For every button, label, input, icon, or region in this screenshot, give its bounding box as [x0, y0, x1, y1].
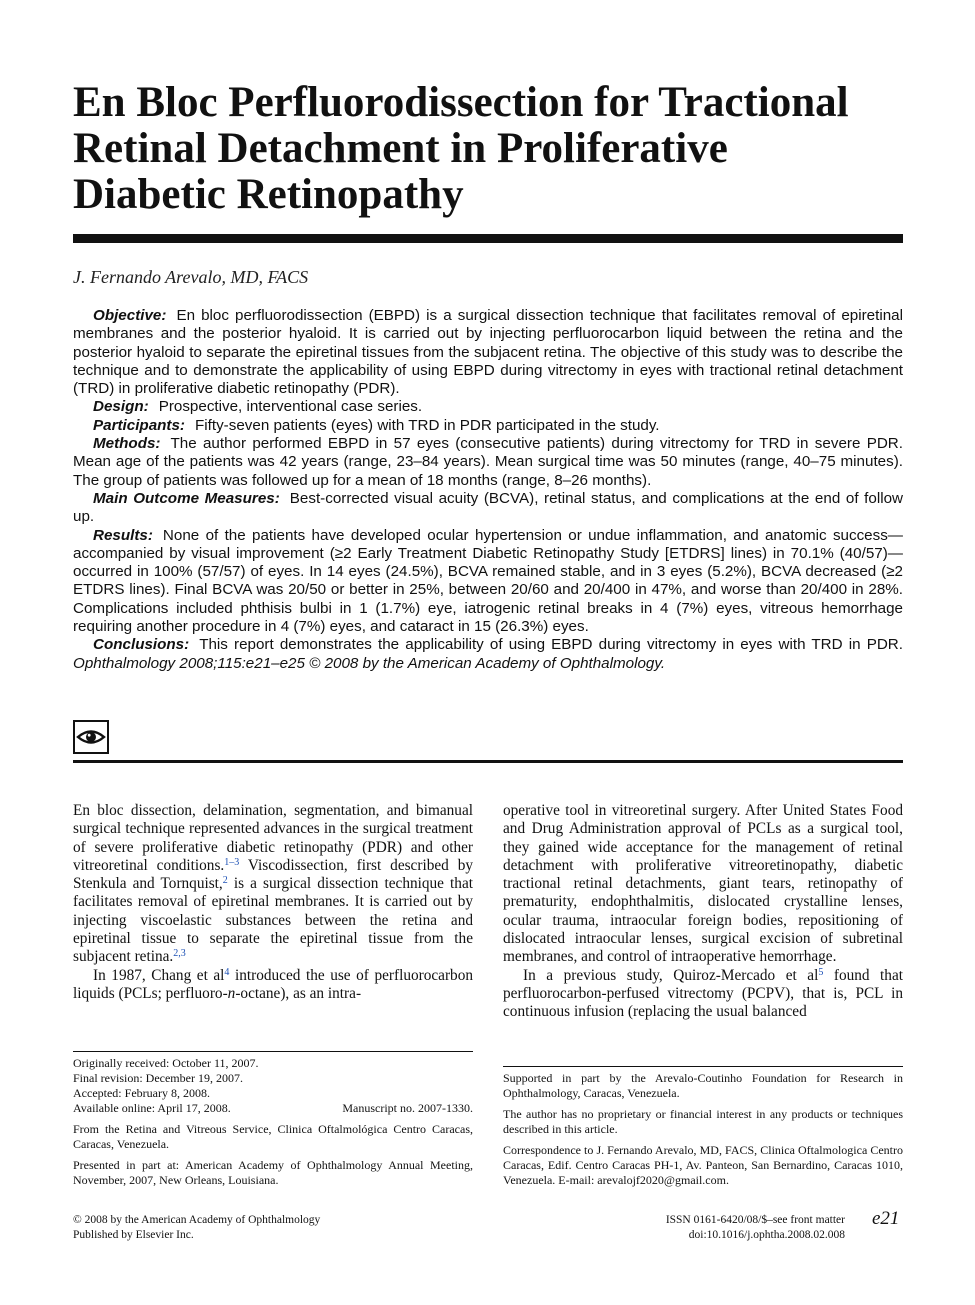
page-number: e21 [872, 1208, 900, 1229]
body-text: -octane), as an intra- [235, 984, 362, 1002]
footnote-rule-right [503, 1066, 903, 1067]
body-text: introduced the use of perfluorocarbon liquids (PCLs; perfluoro- [73, 966, 473, 1002]
abstract-text: Fifty-seven patients (eyes) with TRD in PDR participated in the study. [195, 416, 660, 434]
footer-publisher: Published by Elsevier Inc. [73, 1229, 194, 1241]
reference-link[interactable]: 4 [224, 966, 230, 978]
reference-link[interactable]: 2 [222, 875, 228, 887]
title-line: Diabetic Retinopathy [73, 171, 464, 218]
title-rule [73, 234, 903, 243]
body-column-right [503, 802, 903, 1022]
abstract-label: Participants: [93, 416, 185, 434]
abstract-text: None of the patients have developed ocular hypertension or undue inflammation, and anatomic success—accompanied by visual improvement (≥2 Early Treatment Diabetic Retinopathy Study [ETDRS] lines) in 70.1% (40/57)—occurred in 100% (57/57) of eyes. In 14 eyes (24.5%), BCVA remained stable, and in 3 eyes (5.2%), BCVA decreased (≥2 ETDRS lines). Final BCVA was 20/50 or better in 25%, between 20/60 and 20/400 in 47%, and worse than 20/400 in 28%. Complications included phthisis bulbi in 1 (1.7%) eye, iatrogenic retinal breaks in 4 (7%) eyes, vitreous hemorrhage requiring another procedure in 4 (7%) eyes, and cataract in 15 (26.3%) eyes. [73, 526, 903, 636]
abstract-results [73, 527, 903, 637]
footnote-affiliation: From the Retina and Vitreous Service, Clinica Oftalmológica Centro Caracas, Caracas, Venezuela. [73, 1122, 473, 1151]
abstract-text: En bloc perfluorodissection (EBPD) is a surgical dissection technique that facilitates removal of epiretinal membranes and the posterior hyaloid. It is carried out by injecting perfluorocarbon liquid between the retina and the posterior hyaloid to separate the epiretinal tissues from the subjacent retina. The objective of this study was to describe the technique and to demonstrate the applicability of using EBPD during vitrectomy in eyes with tractional retinal detachment (TRD) in proliferative diabetic retinopathy (PDR). [73, 307, 903, 398]
body-text: Viscodissection, first described by Stenkula and Tornquist, [73, 856, 474, 893]
body-text-italic: n [227, 984, 236, 1002]
footnotes-left [73, 1056, 473, 1194]
abstract-label: Design: [93, 398, 149, 416]
author-line: J. Fernando Arevalo, MD, FACS [73, 267, 309, 287]
abstract-design [73, 398, 903, 416]
abstract-label: Results: [93, 526, 153, 544]
abstract-methods [73, 435, 903, 490]
abstract-text: The author performed EBPD in 57 eyes (consecutive patients) during vitrectomy for TRD in severe PDR. Mean age of the patients was 42 years (range, 23–84 years). Mean surgical time was 50 minutes (range, 40–75 minutes). The group of patients was followed up for a mean of 18 months (range, 8–26 months). [73, 435, 903, 489]
abstract-rule [73, 760, 903, 763]
abstract-conclusions [73, 636, 903, 673]
abstract-label: Conclusions: [93, 636, 190, 654]
abstract-label: Main Outcome Measures: [93, 489, 280, 507]
abstract-label: Methods: [93, 435, 161, 453]
body-paragraph [503, 967, 903, 1022]
journal-citation: Ophthalmology 2008;115:e21–e25 © 2008 by the American Academy of Ophthalmology. [73, 654, 666, 672]
abstract [73, 307, 903, 673]
reference-link[interactable]: 2,3 [173, 948, 186, 960]
body-paragraph [73, 802, 473, 967]
footnote-dates [73, 1056, 473, 1116]
reference-link[interactable]: 5 [818, 966, 824, 978]
footnote-interest: The author has no proprietary or financial interest in any products or techniques described in this article. [503, 1107, 903, 1136]
eye-badge [73, 720, 109, 754]
abstract-text: Prospective, interventional case series. [158, 398, 423, 416]
body-text: En bloc dissection, delamination, segmentation, and bimanual surgical technique represented advances in the surgical treatment of severe proliferative diabetic retinopathy (PDR) and other vitreoretinal conditions. [73, 802, 473, 874]
footnotes-right [503, 1071, 903, 1194]
footnote-line: Available online: April 17, 2008. [73, 1101, 231, 1115]
footnote-line: Final revision: December 19, 2007. [73, 1071, 243, 1085]
footer-copyright: © 2008 by the American Academy of Ophthalmology [73, 1214, 321, 1226]
footnote-line: Accepted: February 8, 2008. [73, 1086, 210, 1100]
body-paragraph [73, 967, 473, 1004]
manuscript-number: Manuscript no. 2007-1330. [342, 1101, 473, 1115]
body-text: In a previous study, Quiroz-Mercado et al [523, 966, 819, 984]
abstract-objective [73, 307, 903, 398]
footnote-correspondence: Correspondence to J. Fernando Arevalo, MD, FACS, Clinica Oftalmologica Centro Caracas, Edif. Centro Caracas PH-1, Av. Panteon, San Bernardino, Caracas 1010, Venezuela. E-mail: arevalojf2020@gmail.com. [503, 1143, 903, 1187]
footnote-online-row [73, 1101, 473, 1116]
footnote-support: Supported in part by the Arevalo-Coutinho Foundation for Research in Ophthalmology, Caracas, Venezuela. [503, 1071, 903, 1100]
body-text: In 1987, Chang et al [93, 966, 225, 984]
body-text: found that perfluorocarbon-perfused vitrectomy (PCPV), that is, PCL in continuous infusion (replacing the usual balanced [503, 966, 903, 1021]
footer-right [650, 1213, 845, 1243]
abstract-outcomes [73, 490, 903, 527]
footer-left [73, 1213, 320, 1243]
body-column-left [73, 802, 473, 1003]
abstract-label: Objective: [93, 307, 167, 324]
abstract-text: Best-corrected visual acuity (BCVA), retinal status, and complications at the end of follow up. [73, 489, 903, 526]
footnote-presented: Presented in part at: American Academy of Ophthalmology Annual Meeting, November, 2007, New Orleans, Louisiana. [73, 1158, 473, 1187]
footer-doi[interactable]: doi:10.1016/j.ophtha.2008.02.008 [688, 1229, 845, 1241]
body-text: is a surgical dissection technique that facilitates removal of epiretinal membranes. It is carried out by injecting viscoelastic substances between the retina and epiretinal tissue to separate the epiretinal tissue from the subjacent retina. [73, 875, 474, 966]
eye-icon [75, 722, 107, 752]
footnote-line: Originally received: October 11, 2007. [73, 1056, 259, 1070]
title-line: En Bloc Perfluorodissection for Tractional [73, 79, 849, 126]
abstract-text: This report demonstrates the applicability of using EBPD during vitrectomy in eyes with TRD in PDR. [199, 636, 903, 654]
reference-link[interactable]: 1–3 [224, 856, 240, 868]
abstract-participants [73, 417, 903, 435]
article-title [73, 80, 913, 218]
footer-issn: ISSN 0161-6420/08/$–see front matter [665, 1214, 845, 1226]
body-paragraph: operative tool in vitreoretinal surgery. After United States Food and Drug Administration approval of PCLs as a surgical tool, they gained wide acceptance for the management of retinal detachment with proliferative vitreoretinopathy, diabetic tractional retinal detachments, giant tears, retinopathy of prematurity, endophthalmitis, dislocated crystalline lenses, ocular trauma, intraocular foreign bodies, repositioning of dislocated intraocular lenses, surgical excision of subretinal membranes, and control of intraoperative hemorrhage. [503, 802, 903, 966]
title-line: Retinal Detachment in Proliferative [73, 125, 728, 172]
footnote-rule-left [73, 1051, 473, 1052]
